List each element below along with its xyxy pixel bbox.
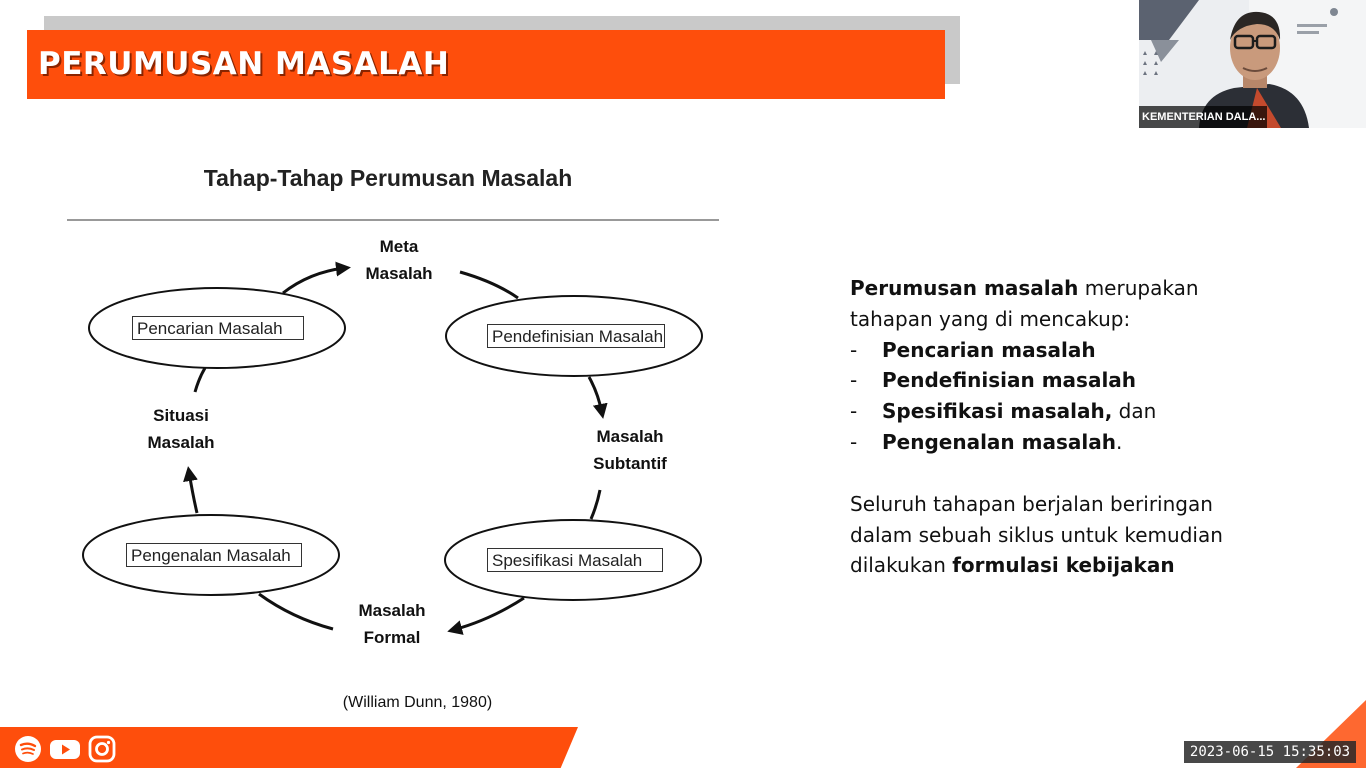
ellipse-label-pengenalan: Pengenalan Masalah: [126, 543, 302, 567]
footer-bar: [0, 727, 578, 768]
arrow-pendefinisian-to-substantif: [589, 377, 602, 413]
recording-timestamp: 2023-06-15 15:35:03: [1184, 741, 1356, 763]
list-item: - Pencarian masalah: [850, 335, 1270, 366]
list-item: - Pengenalan masalah.: [850, 427, 1270, 458]
node-masalah-substantif: Masalah Subtantif: [593, 427, 667, 473]
spotify-icon: [14, 735, 42, 763]
paragraph-gap: [850, 458, 1270, 489]
line-situasi-to-pencarian: [195, 368, 205, 392]
instagram-icon: [88, 735, 116, 763]
arrow-pencarian-to-meta: [283, 268, 345, 293]
intro-paragraph: Perumusan masalah merupakan tahapan yang di mencakup:: [850, 276, 1199, 331]
node-situasi-masalah: Situasi Masalah: [147, 406, 215, 452]
youtube-icon: [49, 735, 81, 763]
closing-paragraph: Seluruh tahapan berjalan beriringan dalam sebuah siklus untuk kemudian dilakukan formulasi kebijakan: [850, 491, 1223, 578]
line-substantif-to-spesifikasi: [591, 490, 600, 519]
diagram-title: Tahap-Tahap Perumusan Masalah: [203, 165, 573, 191]
participant-name-label: KEMENTERIAN DALA...: [1139, 106, 1267, 128]
list-item: - Spesifikasi masalah, dan: [850, 396, 1270, 427]
arrow-spesifikasi-to-formal: [453, 598, 524, 630]
slide-title: PERUMUSAN MASALAH: [38, 46, 450, 82]
ellipse-label-pencarian: Pencarian Masalah: [132, 316, 304, 340]
citation: (William Dunn, 1980): [342, 694, 493, 711]
node-masalah-formal: Masalah Formal: [358, 601, 426, 647]
arrow-pengenalan-to-situasi: [189, 472, 197, 513]
ellipse-label-spesifikasi: Spesifikasi Masalah: [487, 548, 663, 572]
stage-list: [850, 335, 1270, 458]
line-pengenalan-to-formal: [259, 594, 333, 629]
list-item: - Pendefinisian masalah: [850, 365, 1270, 396]
webcam-tile[interactable]: [1139, 0, 1366, 128]
slide-body-text: [850, 273, 1270, 581]
node-meta-masalah: Meta Masalah: [365, 237, 433, 283]
line-meta-to-pendefinisian: [460, 272, 518, 298]
ellipse-label-pendefinisian: Pendefinisian Masalah: [487, 324, 665, 348]
